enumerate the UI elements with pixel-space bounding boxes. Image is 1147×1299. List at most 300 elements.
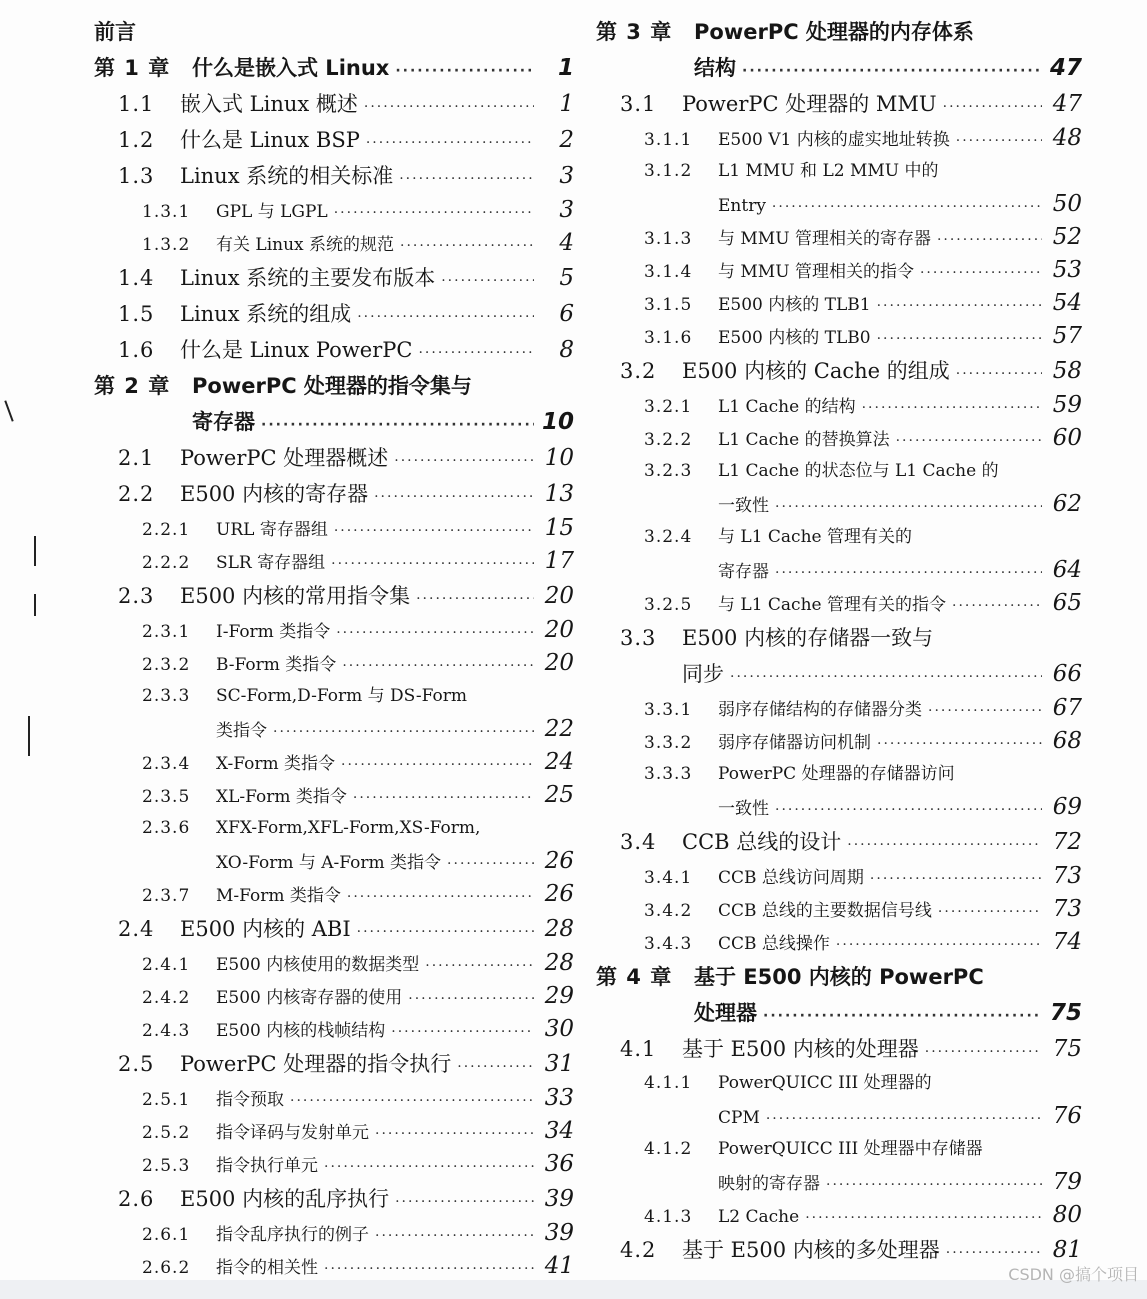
toc-entry [94, 1148, 574, 1181]
entry-title: 基于 E500 内核的多处理器 [682, 1238, 940, 1262]
dot-leader [928, 695, 1042, 728]
toc-entry [94, 158, 574, 194]
entry-title: SC-Form,D-Form 与 DS-Form [216, 686, 467, 706]
dot-leader [273, 716, 534, 749]
entry-page-number: 73 [1052, 863, 1082, 889]
entry-page-number: 22 [544, 716, 574, 742]
toc-entry [94, 86, 574, 122]
toc-entry [94, 911, 574, 947]
bottom-strip [0, 1280, 1147, 1299]
dot-leader [877, 290, 1042, 323]
entry-title: 嵌入式 Linux 概述 [180, 92, 358, 116]
entry-page-number: 25 [544, 782, 574, 808]
entry-title: L1 Cache 的状态位与 L1 Cache 的 [718, 461, 999, 481]
toc-entry [596, 824, 1082, 860]
dot-leader [364, 89, 534, 125]
toc-entry [94, 296, 574, 332]
toc-entry [596, 791, 1082, 824]
entry-page-number: 47 [1052, 91, 1082, 117]
entry-title: E500 内核的寄存器 [180, 482, 369, 506]
entry-title: 寄存器 [192, 410, 255, 434]
entry-title: I-Form 类指令 [216, 622, 331, 642]
toc-entry [596, 692, 1082, 725]
entry-page-number: 39 [544, 1186, 574, 1212]
entry-number: 2.2 [118, 482, 155, 506]
entry-title: 指令执行单元 [216, 1156, 318, 1176]
entry-title: E500 内核的 TLB0 [718, 328, 871, 348]
entry-page-number: 4 [559, 230, 574, 256]
entry-number: 3.3.2 [644, 733, 693, 753]
entry-title: 指令的相关性 [216, 1258, 318, 1278]
entry-number: 3.4 [620, 830, 657, 854]
entry-number: 4.1 [620, 1037, 657, 1061]
entry-title: 类指令 [216, 721, 267, 741]
dot-leader [366, 125, 534, 161]
entry-title: XL-Form 类指令 [216, 787, 347, 807]
entry-title: E500 内核的存储器一致与 [682, 626, 934, 650]
dot-leader [775, 491, 1042, 524]
entry-title: E500 内核的 Cache 的组成 [682, 359, 950, 383]
entry-page-number: 64 [1052, 557, 1082, 583]
dot-leader [925, 1034, 1042, 1070]
toc-entry [596, 1067, 1082, 1100]
dot-leader [775, 557, 1042, 590]
dot-leader [956, 356, 1042, 392]
entry-title: B-Form 类指令 [216, 655, 337, 675]
toc-entry [94, 545, 574, 578]
entry-page-number: 53 [1052, 257, 1082, 283]
entry-page-number: 1 [559, 91, 574, 117]
entry-page-number: 1 [557, 55, 574, 81]
scan-mark [28, 716, 30, 756]
entry-title: Linux 系统的相关标准 [180, 164, 394, 188]
entry-page-number: 67 [1052, 695, 1082, 721]
entry-title: CCB 总线访问周期 [718, 868, 864, 888]
dot-leader [938, 896, 1042, 929]
entry-title: XO-Form 与 A-Form 类指令 [216, 853, 442, 873]
entry-page-number: 76 [1052, 1103, 1082, 1129]
entry-number: 2.5.3 [142, 1156, 191, 1176]
entry-title: E500 内核的栈帧结构 [216, 1021, 386, 1041]
dot-leader [324, 1151, 534, 1184]
entry-title: PowerPC 处理器的存储器访问 [718, 764, 955, 784]
toc-entry [94, 260, 574, 296]
entry-number: 4.1.1 [644, 1073, 693, 1093]
entry-title: L2 Cache [718, 1207, 800, 1227]
entry-number: 1.3.1 [142, 202, 191, 222]
entry-number: 4.1.2 [644, 1139, 693, 1159]
entry-number: 2.1 [118, 446, 155, 470]
toc-entry [94, 713, 574, 746]
entry-title: 弱序存储结构的存储器分类 [718, 700, 922, 720]
dot-leader [375, 1220, 534, 1253]
entry-page-number: 28 [544, 950, 574, 976]
dot-leader [416, 581, 534, 617]
toc-entry [94, 1115, 574, 1148]
toc-entry [94, 476, 574, 512]
toc-entry [94, 647, 574, 680]
entry-number: 2.4 [118, 917, 155, 941]
entry-title: E500 内核寄存器的使用 [216, 988, 403, 1008]
entry-page-number: 13 [544, 481, 574, 507]
dot-leader [742, 53, 1042, 89]
entry-title: E500 内核的乱序执行 [180, 1187, 390, 1211]
entry-page-number: 29 [544, 983, 574, 1009]
toc-entry [596, 995, 1082, 1031]
toc-entry [596, 488, 1082, 521]
toc-entry [596, 758, 1082, 791]
toc-entry [596, 620, 1082, 656]
entry-number: 2.6.1 [142, 1225, 191, 1245]
entry-title: PowerPC 处理器的指令集与 [192, 374, 472, 398]
dot-leader [862, 392, 1042, 425]
dot-leader [261, 407, 534, 443]
entry-page-number: 39 [544, 1220, 574, 1246]
entry-number: 2.3.7 [142, 886, 191, 906]
entry-page-number: 60 [1052, 425, 1082, 451]
entry-page-number: 75 [1052, 1036, 1082, 1062]
entry-title: 结构 [694, 56, 736, 80]
scan-mark [4, 400, 13, 421]
dot-leader [331, 548, 534, 581]
entry-title: X-Form 类指令 [216, 754, 335, 774]
entry-title: PowerQUICC III 处理器的 [718, 1073, 932, 1093]
dot-leader [775, 794, 1042, 827]
entry-number: 2.2.1 [142, 520, 191, 540]
toc-entry [596, 959, 1082, 995]
entry-number: 3.4.3 [644, 934, 693, 954]
entry-number: 3.1.6 [644, 328, 693, 348]
toc-entry [94, 779, 574, 812]
dot-leader [847, 827, 1042, 863]
toc-entry [94, 1217, 574, 1250]
entry-title: CCB 总线的设计 [682, 830, 842, 854]
entry-number: 3.2.4 [644, 527, 693, 547]
dot-leader [457, 1049, 534, 1085]
entry-title: CPM [718, 1108, 760, 1128]
dot-leader [441, 263, 534, 299]
entry-title: Linux 系统的主要发布版本 [180, 266, 436, 290]
entry-page-number: 31 [544, 1051, 574, 1077]
dot-leader [341, 749, 534, 782]
toc-entry [94, 578, 574, 614]
entry-title: URL 寄存器组 [216, 520, 328, 540]
entry-page-number: 20 [544, 583, 574, 609]
entry-title: PowerPC 处理器的指令执行 [180, 1052, 452, 1076]
toc-entry [94, 1082, 574, 1115]
toc-entry [596, 389, 1082, 422]
entry-title: Linux 系统的组成 [180, 302, 352, 326]
entry-page-number: 28 [544, 916, 574, 942]
entry-number: 3.2.5 [644, 595, 693, 615]
entry-title: PowerPC 处理器概述 [180, 446, 389, 470]
entry-number: 2.3.2 [142, 655, 191, 675]
entry-page-number: 48 [1052, 125, 1082, 151]
dot-leader [937, 224, 1042, 257]
entry-title: XFX-Form,XFL-Form,XS-Form, [216, 818, 481, 838]
toc-entry [596, 353, 1082, 389]
toc-left-column [94, 14, 574, 1283]
entry-number: 1.1 [118, 92, 155, 116]
entry-page-number: 34 [544, 1118, 574, 1144]
dot-leader [956, 125, 1042, 158]
entry-number: 2.3.4 [142, 754, 191, 774]
dot-leader [943, 89, 1042, 125]
dot-leader [826, 1169, 1042, 1202]
toc-entry [596, 188, 1082, 221]
entry-page-number: 24 [544, 749, 574, 775]
toc-entry [94, 1181, 574, 1217]
entry-page-number: 2 [559, 127, 574, 153]
entry-page-number: 26 [544, 848, 574, 874]
entry-page-number: 79 [1052, 1169, 1082, 1195]
entry-title: 映射的寄存器 [718, 1174, 820, 1194]
dot-leader [334, 515, 534, 548]
entry-page-number: 57 [1052, 323, 1082, 349]
entry-title: PowerPC 处理器的 MMU [682, 92, 937, 116]
toc-entry [94, 812, 574, 845]
dot-leader [357, 914, 534, 950]
entry-number: 3.4.1 [644, 868, 693, 888]
entry-number: 3.1.1 [644, 130, 693, 150]
dot-leader [290, 1085, 534, 1118]
toc-entry [94, 512, 574, 545]
toc-entry [94, 368, 574, 404]
entry-page-number: 20 [544, 617, 574, 643]
dot-leader [353, 782, 534, 815]
entry-page-number: 50 [1052, 191, 1082, 217]
entry-page-number: 3 [559, 197, 574, 223]
toc-entry [94, 878, 574, 911]
toc-entry [596, 254, 1082, 287]
toc-entry [596, 50, 1082, 86]
entry-title: 同步 [682, 662, 724, 686]
entry-title: 什么是 Linux PowerPC [180, 338, 413, 362]
dot-leader [334, 197, 534, 230]
entry-page-number: 30 [544, 1016, 574, 1042]
dot-leader [766, 1103, 1042, 1136]
entry-page-number: 33 [544, 1085, 574, 1111]
toc-entry [596, 1031, 1082, 1067]
toc-entry [94, 194, 574, 227]
entry-title: PowerQUICC III 处理器中存储器 [718, 1139, 983, 1159]
toc-entry [596, 1166, 1082, 1199]
entry-number: 1.3 [118, 164, 155, 188]
entry-page-number: 17 [544, 548, 574, 574]
entry-page-number: 36 [544, 1151, 574, 1177]
dot-leader [342, 650, 534, 683]
entry-title: 指令预取 [216, 1090, 284, 1110]
entry-page-number: 52 [1052, 224, 1082, 250]
entry-title: SLR 寄存器组 [216, 553, 326, 573]
entry-title: PowerPC 处理器的内存体系 [694, 20, 974, 44]
entry-page-number: 72 [1052, 829, 1082, 855]
entry-page-number: 66 [1052, 661, 1082, 687]
entry-title: 处理器 [694, 1001, 757, 1025]
entry-number: 2.4.1 [142, 955, 191, 975]
toc-entry [94, 227, 574, 260]
entry-number: 2.4.2 [142, 988, 191, 1008]
toc-entry [94, 1046, 574, 1082]
dot-leader [870, 863, 1042, 896]
entry-number: 2.5.2 [142, 1123, 191, 1143]
entry-number: 3.2 [620, 359, 657, 383]
entry-number: 2.6.2 [142, 1258, 191, 1278]
entry-title: 有关 Linux 系统的规范 [216, 235, 395, 255]
entry-page-number: 74 [1052, 929, 1082, 955]
toc-entry [596, 86, 1082, 122]
toc-entry [596, 1133, 1082, 1166]
dot-leader [952, 590, 1042, 623]
entry-number: 2.6 [118, 1187, 155, 1211]
entry-number: 2.5 [118, 1052, 155, 1076]
toc-entry [596, 1199, 1082, 1232]
entry-page-number: 8 [559, 337, 574, 363]
entry-page-number: 26 [544, 881, 574, 907]
entry-title: 指令乱序执行的例子 [216, 1225, 369, 1245]
dot-leader [395, 1184, 534, 1220]
toc-entry [596, 893, 1082, 926]
dot-leader [425, 950, 534, 983]
dot-leader [730, 659, 1042, 695]
toc-entry [596, 554, 1082, 587]
entry-page-number: 62 [1052, 491, 1082, 517]
toc-entry [94, 947, 574, 980]
toc-entry [596, 1100, 1082, 1133]
toc-entry [596, 860, 1082, 893]
entry-title: L1 MMU 和 L2 MMU 中的 [718, 161, 939, 181]
dot-leader [772, 191, 1042, 224]
entry-page-number: 5 [559, 265, 574, 291]
entry-title: GPL 与 LGPL [216, 202, 328, 222]
entry-number: 3.3.1 [644, 700, 693, 720]
entry-page-number: 80 [1052, 1202, 1082, 1228]
entry-title: 与 MMU 管理相关的寄存器 [718, 229, 931, 249]
entry-page-number: 41 [544, 1253, 574, 1279]
dot-leader [400, 230, 534, 263]
toc-entry [94, 14, 574, 50]
toc-entry [94, 845, 574, 878]
entry-title: 基于 E500 内核的处理器 [682, 1037, 919, 1061]
entry-number: 3.1.4 [644, 262, 693, 282]
entry-number: 2.3.5 [142, 787, 191, 807]
entry-number: 1.4 [118, 266, 155, 290]
entry-page-number: 3 [559, 163, 574, 189]
entry-title: E500 内核的 TLB1 [718, 295, 871, 315]
entry-page-number: 15 [544, 515, 574, 541]
entry-number: 3.1.3 [644, 229, 693, 249]
entry-number: 第 4 章 [596, 965, 673, 989]
toc-entry [596, 155, 1082, 188]
dot-leader [347, 881, 534, 914]
toc-entry [596, 422, 1082, 455]
entry-number: 2.3.3 [142, 686, 191, 706]
toc-entry [596, 455, 1082, 488]
toc-entry [94, 404, 574, 440]
dot-leader [374, 479, 534, 515]
entry-page-number: 69 [1052, 794, 1082, 820]
toc-entry [596, 521, 1082, 554]
entry-page-number: 59 [1052, 392, 1082, 418]
toc-entry [94, 50, 574, 86]
entry-title: 指令译码与发射单元 [216, 1123, 369, 1143]
toc-entry [596, 587, 1082, 620]
entry-number: 3.1.5 [644, 295, 693, 315]
toc-entry [94, 1250, 574, 1283]
dot-leader [763, 998, 1042, 1034]
toc-entry [94, 332, 574, 368]
watermark: CSDN @搞个项目 [1008, 1265, 1139, 1284]
dot-leader [336, 617, 534, 650]
entry-page-number: 10 [541, 409, 574, 435]
dot-leader [920, 257, 1042, 290]
entry-title: 与 L1 Cache 管理有关的 [718, 527, 912, 547]
toc-entry [596, 320, 1082, 353]
dot-leader [805, 1202, 1042, 1235]
entry-number: 2.5.1 [142, 1090, 191, 1110]
entry-number: 3.2.2 [644, 430, 693, 450]
scan-mark [34, 594, 36, 616]
entry-page-number: 81 [1052, 1237, 1082, 1263]
entry-page-number: 20 [544, 650, 574, 676]
toc-entry [94, 440, 574, 476]
entry-title: L1 Cache 的结构 [718, 397, 856, 417]
entry-title: 什么是 Linux BSP [180, 128, 360, 152]
entry-number: 第 3 章 [596, 20, 673, 44]
entry-number: 第 1 章 [94, 56, 171, 80]
dot-leader [395, 53, 534, 89]
entry-title: E500 内核的常用指令集 [180, 584, 411, 608]
toc-entry [596, 287, 1082, 320]
toc-entry [94, 980, 574, 1013]
entry-page-number: 47 [1049, 55, 1082, 81]
entry-title: CCB 总线的主要数据信号线 [718, 901, 932, 921]
entry-number: 3.2.1 [644, 397, 693, 417]
entry-title: Entry [718, 196, 766, 216]
dot-leader [394, 443, 534, 479]
entry-number: 2.4.3 [142, 1021, 191, 1041]
toc-entry [94, 746, 574, 779]
dot-leader [896, 425, 1042, 458]
dot-leader [357, 299, 534, 335]
entry-number: 1.3.2 [142, 235, 191, 255]
entry-title: 寄存器 [718, 562, 769, 582]
scan-mark [34, 536, 36, 566]
toc-entry [94, 1013, 574, 1046]
entry-title: 一致性 [718, 799, 769, 819]
entry-title: E500 内核的 ABI [180, 917, 351, 941]
entry-title: 弱序存储器访问机制 [718, 733, 871, 753]
entry-title: CCB 总线操作 [718, 934, 830, 954]
entry-title: 一致性 [718, 496, 769, 516]
entry-page-number: 75 [1049, 1000, 1082, 1026]
entry-page-number: 73 [1052, 896, 1082, 922]
entry-number: 4.2 [620, 1238, 657, 1262]
toc-entry [596, 656, 1082, 692]
dot-leader [877, 728, 1042, 761]
dot-leader [447, 848, 534, 881]
entry-title: 与 L1 Cache 管理有关的指令 [718, 595, 946, 615]
dot-leader [375, 1118, 534, 1151]
entry-title: M-Form 类指令 [216, 886, 341, 906]
entry-number: 2.3.6 [142, 818, 191, 838]
toc-right-column [596, 14, 1082, 1268]
toc-entry [596, 725, 1082, 758]
entry-title: E500 V1 内核的虚实地址转换 [718, 130, 950, 150]
entry-number: 1.2 [118, 128, 155, 152]
entry-page-number: 54 [1052, 290, 1082, 316]
entry-number: 3.1.2 [644, 161, 693, 181]
